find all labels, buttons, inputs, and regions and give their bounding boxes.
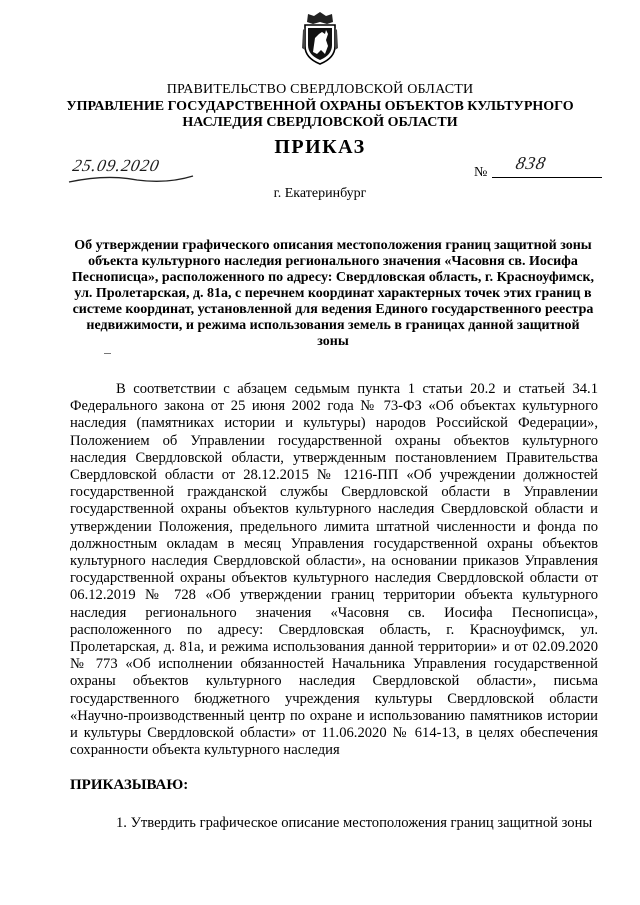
preamble-paragraph: В соответствии с абзацем седьмым пункта 1 статьи 20.2 и статьей 34.1 Федерального закона от 25 июня 2002 года № 73-ФЗ «Об объектах культурного наследия (памятниках истории и культуры) народов Российской Федерации», Положением об Управлении государственной охраны объектов культурного наследия Свердловской области, утвержденным постановлением Правительства Свердловской области от 28.12.2015 № 1216-ПП «Об учреждении должностей государственной гражданской службы Свердловской области в Управлении государственной охраны объектов культурного наследия Свердловской области и утверждении Положения, предельного лимита штатной численности и фонда по должностным окладам в месяц Управления государственной охраны объектов культурного наследия Свердловской области», на основании приказов Управления государственной охраны объектов культурного наследия Свердловской области от 06.12.2019 № 728 «Об утверждении границ территории объекта культурного наследия регионального значения «Часовня св. Иосифа Песнописца», расположенного по адресу: Свердловская область, г. Красноуфимск, ул. Пролетарская, д. 81а, и режима использования данной территории» и от 02.09.2020 № 773 «Об исполнении обязанностей Начальника Управления государственной охраны объектов культурного наследия Свердловской области», письма государственного бюджетного учреждения культуры Свердловской области «Научно-производственный центр по охране и использованию памятников истории и культуры Свердловской области» от 11.06.2020 № 614-13, в целях обеспечения сохранности объекта культурного наследия — [70, 381, 598, 759]
order-item-1: 1. Утвердить графическое описание местоположения границ защитной зоны — [116, 815, 593, 831]
government-name: ПРАВИТЕЛЬСТВО СВЕРДЛОВСКОЙ ОБЛАСТИ — [166, 82, 474, 97]
number-underline — [492, 177, 602, 178]
date-underline — [67, 172, 195, 186]
city: г. Екатеринбург — [273, 186, 367, 201]
orders-heading: ПРИКАЗЫВАЮ: — [70, 777, 189, 793]
number-label: № — [474, 165, 488, 180]
coat-of-arms-icon — [299, 10, 341, 66]
document-subject: Об утверждении графического описания местоположения границ защитной зоны объекта культурного наследия регионального значения «Часовня св. Иосифа Песнописца», расположенного по адресу: Свердловская область, г. Красноуфимск, ул. Пролетарская, д. 81а, с перечнем координат характерных точек этих границ в системе координат, установленной для ведения Единого государственного реестра недвижимости, и режима использования земель в границах данной защитной зоны — [71, 238, 595, 349]
handwritten-date: 25.09.2020 — [71, 156, 162, 175]
department-name: УПРАВЛЕНИЕ ГОСУДАРСТВЕННОЙ ОХРАНЫ ОБЪЕКТОВ КУЛЬТУРНОГО НАСЛЕДИЯ СВЕРДЛОВСКОЙ ОБЛАСТИ — [66, 99, 574, 130]
handwritten-number: 838 — [513, 153, 549, 173]
document-type: ПРИКАЗ — [274, 136, 366, 158]
stray-mark — [104, 353, 111, 354]
